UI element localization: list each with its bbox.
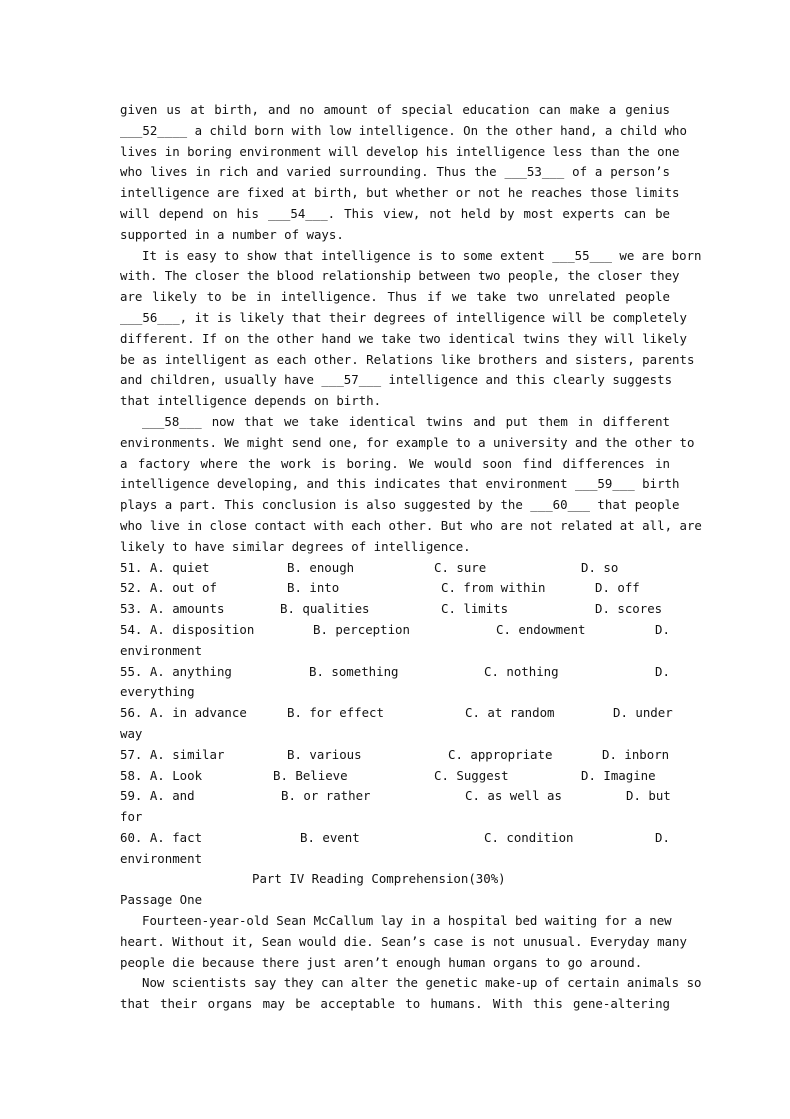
option-d: D. [655, 663, 670, 679]
question-56 [120, 703, 673, 724]
question-60 [120, 828, 670, 849]
question-52 [120, 578, 670, 599]
question-wrap: everything [120, 684, 195, 700]
passage-line: Now scientists say they can alter the genetic make-up of certain animals so [142, 975, 702, 991]
passage-line: given us at birth, and no amount of special education can make a genius [120, 102, 670, 117]
option-d: D. but [626, 788, 671, 804]
passage-line: likely to have similar degrees of intelligence. [120, 538, 471, 554]
passage-line: with. The closer the blood relationship between two people, the closer they [120, 268, 680, 284]
question-wrap: environment [120, 850, 203, 866]
passage-line: lives in boring environment will develop his intelligence less than the one [120, 143, 680, 159]
option-c: C. at random [465, 705, 555, 721]
section-heading: Part IV Reading Comprehension(30%) [252, 871, 506, 887]
question-wrap: way [120, 725, 143, 741]
passage-line: plays a part. This conclusion is also suggested by the ___60___ that people [120, 497, 680, 513]
option-c: C. from within [441, 580, 546, 596]
option-d: D. under [613, 705, 673, 721]
passage-line: and children, usually have ___57___ intelligence and this clearly suggests [120, 372, 673, 388]
option-b: B. or rather [281, 788, 371, 804]
option-a: 59. A. and [120, 788, 195, 804]
option-b: B. something [309, 663, 399, 679]
question-51 [120, 558, 670, 579]
passage-line: that intelligence depends on birth. [120, 393, 382, 409]
option-c: C. sure [434, 559, 487, 575]
option-b: B. event [300, 829, 360, 845]
passage-line: supported in a number of ways. [120, 226, 344, 242]
option-a: 56. A. in advance [120, 705, 247, 721]
question-59 [120, 786, 670, 807]
option-c: C. appropriate [448, 746, 553, 762]
option-c: C. condition [484, 829, 574, 845]
option-d: D. off [595, 580, 640, 596]
text-column [120, 100, 702, 1015]
option-b: B. perception [313, 621, 410, 637]
option-d: D. Imagine [581, 767, 656, 783]
option-d: D. [655, 829, 670, 845]
option-a: 51. A. quiet [120, 559, 210, 575]
option-a: 58. A. Look [120, 767, 203, 783]
option-d: D. inborn [602, 746, 670, 762]
option-a: 55. A. anything [120, 663, 232, 679]
passage-line: that their organs may be acceptable to humans. With this gene-altering [120, 996, 670, 1012]
passage-line: a factory where the work is boring. We would soon find differences in [120, 455, 670, 471]
question-54 [120, 620, 670, 641]
option-a: 54. A. disposition [120, 621, 255, 637]
option-a: 53. A. amounts [120, 601, 225, 617]
passage-line: environments. We might send one, for example to a university and the other to [120, 434, 695, 450]
question-55 [120, 662, 670, 683]
question-58 [120, 766, 670, 787]
option-d: D. so [581, 559, 619, 575]
option-b: B. qualities [280, 601, 370, 617]
passage-line: will depend on his ___54___. This view, not held by most experts can be [120, 205, 670, 221]
passage-line: who lives in rich and varied surrounding. Thus the ___53___ of a person’s [120, 164, 670, 180]
option-d: D. scores [595, 601, 663, 617]
question-wrap: for [120, 809, 143, 825]
question-wrap: environment [120, 642, 203, 658]
passage-line: different. If on the other hand we take two identical twins they will likely [120, 330, 687, 346]
passage-line: ___58___ now that we take identical twins and put them in different [142, 413, 670, 429]
passage-line: are likely to be in intelligence. Thus if we take two unrelated people [120, 289, 670, 305]
option-b: B. enough [287, 559, 355, 575]
option-b: B. Believe [273, 767, 348, 783]
passage-line: Fourteen-year-old Sean McCallum lay in a hospital bed waiting for a new [142, 913, 672, 929]
question-57 [120, 745, 670, 766]
option-b: B. into [287, 580, 340, 596]
option-a: 52. A. out of [120, 580, 217, 596]
passage-line: It is easy to show that intelligence is to some extent ___55___ we are born [142, 247, 702, 263]
option-d: D. [655, 621, 670, 637]
option-c: C. nothing [484, 663, 559, 679]
option-c: C. endowment [496, 621, 586, 637]
passage-line: intelligence are fixed at birth, but whether or not he reaches those limits [120, 185, 680, 201]
passage-line: people die because there just aren’t enough human organs to go around. [120, 954, 643, 970]
option-c: C. as well as [465, 788, 562, 804]
reading-passage-one [120, 911, 702, 1015]
passage-line: heart. Without it, Sean would die. Sean’s case is not unusual. Everyday many [120, 933, 687, 949]
passage-line: ___52____ a child born with low intelligence. On the other hand, a child who [120, 122, 687, 138]
option-b: B. for effect [287, 705, 384, 721]
question-list [120, 558, 673, 870]
cloze-passage [120, 100, 702, 558]
option-a: 57. A. similar [120, 746, 225, 762]
passage-line: ___56___, it is likely that their degrees of intelligence will be completely [120, 309, 687, 325]
question-53 [120, 599, 670, 620]
passage-label: Passage One [120, 892, 203, 908]
passage-line: be as intelligent as each other. Relations like brothers and sisters, parents [120, 351, 695, 367]
passage-line: who live in close contact with each other. But who are not related at all, are [120, 517, 702, 533]
option-c: C. limits [441, 601, 509, 617]
passage-line: intelligence developing, and this indicates that environment ___59___ birth [120, 476, 680, 492]
option-b: B. various [287, 746, 362, 762]
option-c: C. Suggest [434, 767, 509, 783]
option-a: 60. A. fact [120, 829, 203, 845]
